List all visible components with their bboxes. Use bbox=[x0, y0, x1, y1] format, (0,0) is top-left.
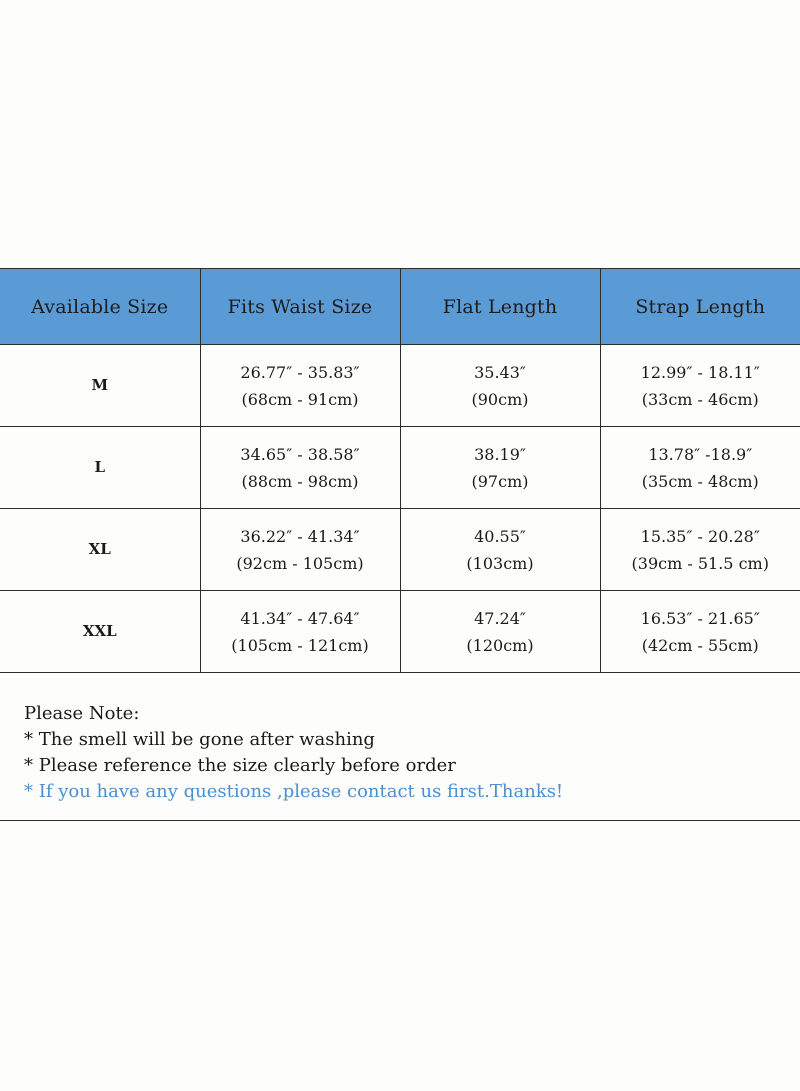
flat-length-cm: (120cm) bbox=[466, 635, 534, 655]
notes-title: Please Note: bbox=[24, 703, 140, 724]
waist-inches: 41.34″ - 47.64″ bbox=[240, 608, 360, 628]
notes-section bbox=[0, 679, 800, 821]
strap-length-inches: 16.53″ - 21.65″ bbox=[640, 608, 760, 628]
strap-length-cm: (42cm - 55cm) bbox=[641, 635, 759, 655]
strap-length-cell bbox=[600, 509, 800, 591]
size-cell: XL bbox=[0, 509, 200, 591]
header-available-size: Available Size bbox=[0, 269, 200, 345]
waist-cm: (105cm - 121cm) bbox=[231, 635, 369, 655]
waist-cm: (88cm - 98cm) bbox=[241, 471, 359, 491]
size-cell: XXL bbox=[0, 591, 200, 673]
strap-length-cell bbox=[600, 427, 800, 509]
waist-cm: (92cm - 105cm) bbox=[236, 553, 364, 573]
table-row bbox=[0, 345, 800, 427]
flat-length-cm: (97cm) bbox=[471, 471, 529, 491]
strap-length-inches: 13.78″ -18.9″ bbox=[648, 444, 753, 464]
flat-length-inches: 47.24″ bbox=[474, 608, 526, 628]
flat-length-cell bbox=[400, 345, 600, 427]
flat-length-inches: 40.55″ bbox=[474, 526, 526, 546]
waist-inches: 34.65″ - 38.58″ bbox=[240, 444, 360, 464]
waist-cell bbox=[200, 345, 400, 427]
waist-cell bbox=[200, 591, 400, 673]
note-contact: * If you have any questions ,please contact us first.Thanks! bbox=[24, 781, 564, 802]
flat-length-inches: 38.19″ bbox=[474, 444, 526, 464]
header-flat-length: Flat Length bbox=[400, 269, 600, 345]
strap-length-inches: 15.35″ - 20.28″ bbox=[640, 526, 760, 546]
table-row bbox=[0, 591, 800, 673]
note-item: * Please reference the size clearly before order bbox=[24, 755, 456, 776]
size-cell: L bbox=[0, 427, 200, 509]
waist-cell bbox=[200, 427, 400, 509]
flat-length-cell bbox=[400, 427, 600, 509]
note-item: * The smell will be gone after washing bbox=[24, 729, 375, 750]
strap-length-cell bbox=[600, 345, 800, 427]
size-table bbox=[0, 268, 800, 673]
waist-inches: 36.22″ - 41.34″ bbox=[240, 526, 360, 546]
header-strap-length: Strap Length bbox=[600, 269, 800, 345]
table-row bbox=[0, 427, 800, 509]
strap-length-cell bbox=[600, 591, 800, 673]
waist-inches: 26.77″ - 35.83″ bbox=[240, 362, 360, 382]
waist-cell bbox=[200, 509, 400, 591]
strap-length-cm: (33cm - 46cm) bbox=[641, 389, 759, 409]
flat-length-cell bbox=[400, 509, 600, 591]
strap-length-cm: (35cm - 48cm) bbox=[641, 471, 759, 491]
flat-length-cm: (103cm) bbox=[466, 553, 534, 573]
size-cell: M bbox=[0, 345, 200, 427]
flat-length-cm: (90cm) bbox=[471, 389, 529, 409]
size-chart bbox=[0, 268, 800, 823]
waist-cm: (68cm - 91cm) bbox=[241, 389, 359, 409]
header-fits-waist-size: Fits Waist Size bbox=[200, 269, 400, 345]
strap-length-cm: (39cm - 51.5 cm) bbox=[631, 553, 769, 573]
flat-length-inches: 35.43″ bbox=[474, 362, 526, 382]
flat-length-cell bbox=[400, 591, 600, 673]
table-row bbox=[0, 509, 800, 591]
table-header-row bbox=[0, 269, 800, 345]
strap-length-inches: 12.99″ - 18.11″ bbox=[640, 362, 760, 382]
